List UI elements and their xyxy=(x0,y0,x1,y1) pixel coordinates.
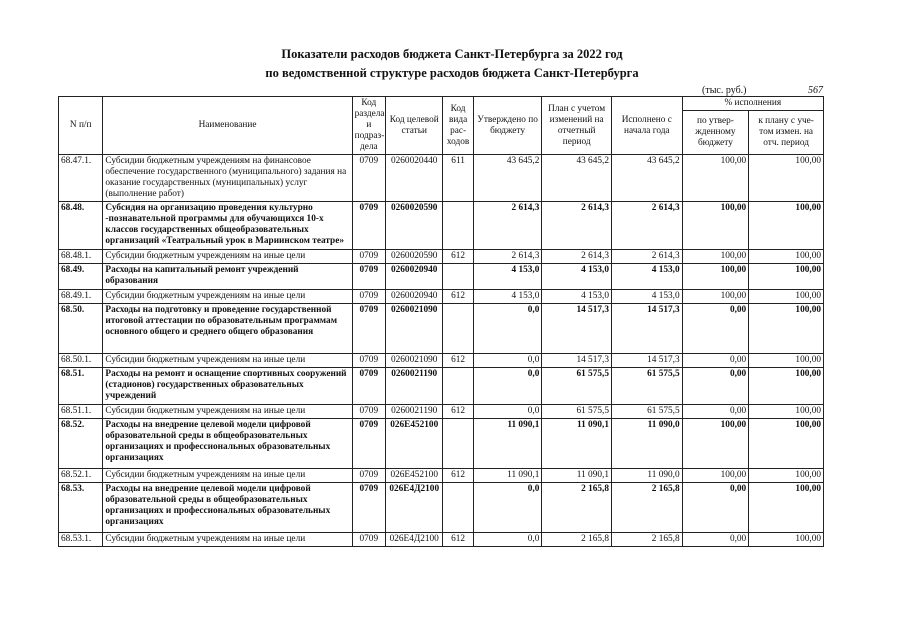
row-pct-budget-cell: 100,00 xyxy=(682,469,749,483)
row-number-cell: 68.50. xyxy=(59,304,103,354)
row-pct-budget-cell: 100,00 xyxy=(682,290,749,304)
col-section-header: Код раздела и подраз-дела xyxy=(352,97,385,155)
row-executed-cell: 61 575,5 xyxy=(611,405,682,419)
col-approved-header: Утверждено по бюджету xyxy=(473,97,542,155)
row-pct-budget-cell: 100,00 xyxy=(682,264,749,290)
row-pct-plan-cell: 100,00 xyxy=(749,264,824,290)
row-pct-budget-cell: 0,00 xyxy=(682,304,749,354)
row-plan-cell: 2 614,3 xyxy=(542,202,612,250)
row-executed-cell: 4 153,0 xyxy=(611,264,682,290)
row-pct-budget-cell: 0,00 xyxy=(682,405,749,419)
row-article-code-cell: 0260020940 xyxy=(385,264,443,290)
row-approved-cell: 0,0 xyxy=(473,304,542,354)
row-kind-code-cell xyxy=(443,483,473,533)
row-kind-code-cell xyxy=(443,368,473,405)
row-section-code-cell: 0709 xyxy=(352,354,385,368)
row-approved-cell: 0,0 xyxy=(473,368,542,405)
row-name-cell: Расходы на ремонт и оснащение спортивных сооружений (стадионов) государственных образовательных учреждений xyxy=(103,368,352,405)
row-number-cell: 68.52. xyxy=(59,419,103,469)
table-row xyxy=(59,290,824,304)
row-article-code-cell: 0260021190 xyxy=(385,405,443,419)
row-executed-cell: 4 153,0 xyxy=(611,290,682,304)
table-row xyxy=(59,483,824,533)
table-row xyxy=(59,264,824,290)
row-executed-cell: 11 090,0 xyxy=(611,419,682,469)
row-name-cell: Расходы на внедрение целевой модели цифровой образовательной среды в общеобразовательных организациях и профессиональных образовательных организациях xyxy=(103,419,352,469)
row-name-cell: Расходы на капитальный ремонт учреждений образования xyxy=(103,264,352,290)
row-pct-plan-cell: 100,00 xyxy=(749,155,824,202)
row-article-code-cell: 026Е452100 xyxy=(385,469,443,483)
row-pct-budget-cell: 0,00 xyxy=(682,354,749,368)
row-executed-cell: 14 517,3 xyxy=(611,354,682,368)
table-row xyxy=(59,304,824,354)
row-approved-cell: 4 153,0 xyxy=(473,290,542,304)
row-kind-code-cell: 611 xyxy=(443,155,473,202)
row-pct-budget-cell: 100,00 xyxy=(682,202,749,250)
row-name-cell: Субсидии бюджетным учреждениям на иные цели xyxy=(103,469,352,483)
document-title: Показатели расходов бюджета Санкт-Петербурга за 2022 год xyxy=(281,47,623,61)
row-approved-cell: 0,0 xyxy=(473,483,542,533)
row-number-cell: 68.49.1. xyxy=(59,290,103,304)
row-section-code-cell: 0709 xyxy=(352,304,385,354)
row-kind-code-cell: 612 xyxy=(443,533,473,547)
units-label: (тыс. руб.) xyxy=(702,85,747,96)
row-pct-plan-cell: 100,00 xyxy=(749,533,824,547)
row-executed-cell: 11 090,0 xyxy=(611,469,682,483)
row-executed-cell: 2 165,8 xyxy=(611,483,682,533)
row-approved-cell: 43 645,2 xyxy=(473,155,542,202)
row-executed-cell: 2 165,8 xyxy=(611,533,682,547)
row-pct-plan-cell: 100,00 xyxy=(749,290,824,304)
row-pct-budget-cell: 0,00 xyxy=(682,483,749,533)
row-kind-code-cell xyxy=(443,202,473,250)
row-name-cell: Субсидии бюджетным учреждениям на иные цели xyxy=(103,405,352,419)
col-name-header: Наименование xyxy=(103,97,352,155)
col-kind-header: Код вида рас-ходов xyxy=(443,97,473,155)
row-section-code-cell: 0709 xyxy=(352,533,385,547)
row-number-cell: 68.51.1. xyxy=(59,405,103,419)
row-approved-cell: 4 153,0 xyxy=(473,264,542,290)
row-executed-cell: 43 645,2 xyxy=(611,155,682,202)
page-number: 567 xyxy=(808,85,823,96)
row-section-code-cell: 0709 xyxy=(352,155,385,202)
row-plan-cell: 4 153,0 xyxy=(542,290,612,304)
row-pct-plan-cell: 100,00 xyxy=(749,405,824,419)
row-approved-cell: 11 090,1 xyxy=(473,419,542,469)
row-section-code-cell: 0709 xyxy=(352,469,385,483)
row-number-cell: 68.48.1. xyxy=(59,250,103,264)
row-number-cell: 68.47.1. xyxy=(59,155,103,202)
table-row xyxy=(59,354,824,368)
row-name-cell: Расходы на внедрение целевой модели цифровой образовательной среды в общеобразовательных организациях и профессиональных образовательных организациях xyxy=(103,483,352,533)
row-plan-cell: 61 575,5 xyxy=(542,368,612,405)
row-plan-cell: 14 517,3 xyxy=(542,354,612,368)
row-pct-plan-cell: 100,00 xyxy=(749,354,824,368)
table-header xyxy=(59,97,824,155)
row-article-code-cell: 0260020440 xyxy=(385,155,443,202)
row-kind-code-cell xyxy=(443,419,473,469)
row-plan-cell: 11 090,1 xyxy=(542,469,612,483)
row-section-code-cell: 0709 xyxy=(352,368,385,405)
col-executed-header: Исполнено с начала года xyxy=(611,97,682,155)
row-name-cell: Субсидии бюджетным учреждениям на финансовое обеспечение государственного (муниципального) задания на оказание государственных (муниципальных) услуг (выполнение работ) xyxy=(103,155,352,202)
row-kind-code-cell: 612 xyxy=(443,290,473,304)
table-row xyxy=(59,533,824,547)
col-pct-plan-header: к плану с уче-том измен. на отч. период xyxy=(749,111,824,155)
row-number-cell: 68.53.1. xyxy=(59,533,103,547)
row-kind-code-cell xyxy=(443,304,473,354)
row-number-cell: 68.51. xyxy=(59,368,103,405)
row-section-code-cell: 0709 xyxy=(352,250,385,264)
row-pct-plan-cell: 100,00 xyxy=(749,483,824,533)
row-article-code-cell: 026Е4Д2100 xyxy=(385,483,443,533)
table-row xyxy=(59,250,824,264)
row-kind-code-cell xyxy=(443,264,473,290)
col-article-header: Код целевой статьи xyxy=(385,97,443,155)
row-plan-cell: 4 153,0 xyxy=(542,264,612,290)
row-section-code-cell: 0709 xyxy=(352,264,385,290)
row-name-cell: Субсидии бюджетным учреждениям на иные цели xyxy=(103,250,352,264)
row-pct-budget-cell: 100,00 xyxy=(682,155,749,202)
document-subtitle: по ведомственной структуре расходов бюджета Санкт-Петербурга xyxy=(265,66,639,80)
table-row xyxy=(59,405,824,419)
table-row xyxy=(59,469,824,483)
row-name-cell: Субсидии бюджетным учреждениям на иные цели xyxy=(103,290,352,304)
row-pct-budget-cell: 0,00 xyxy=(682,368,749,405)
row-name-cell: Субсидии бюджетным учреждениям на иные цели xyxy=(103,533,352,547)
row-plan-cell: 43 645,2 xyxy=(542,155,612,202)
table-row xyxy=(59,368,824,405)
row-pct-plan-cell: 100,00 xyxy=(749,250,824,264)
row-pct-plan-cell: 100,00 xyxy=(749,368,824,405)
row-article-code-cell: 0260021190 xyxy=(385,368,443,405)
col-pct-budget-header: по утвер-жденному бюджету xyxy=(682,111,749,155)
row-plan-cell: 2 165,8 xyxy=(542,483,612,533)
row-article-code-cell: 026Е452100 xyxy=(385,419,443,469)
row-article-code-cell: 0260020940 xyxy=(385,290,443,304)
row-section-code-cell: 0709 xyxy=(352,202,385,250)
row-kind-code-cell: 612 xyxy=(443,405,473,419)
row-approved-cell: 2 614,3 xyxy=(473,250,542,264)
row-section-code-cell: 0709 xyxy=(352,405,385,419)
col-pct-group-header: % исполнения xyxy=(682,97,823,111)
row-article-code-cell: 0260021090 xyxy=(385,354,443,368)
row-number-cell: 68.52.1. xyxy=(59,469,103,483)
row-pct-budget-cell: 100,00 xyxy=(682,419,749,469)
row-approved-cell: 2 614,3 xyxy=(473,202,542,250)
table-body xyxy=(59,155,824,547)
row-executed-cell: 14 517,3 xyxy=(611,304,682,354)
row-approved-cell: 0,0 xyxy=(473,354,542,368)
budget-table xyxy=(58,96,824,547)
row-pct-budget-cell: 0,00 xyxy=(682,533,749,547)
row-pct-plan-cell: 100,00 xyxy=(749,304,824,354)
table-row xyxy=(59,155,824,202)
row-executed-cell: 2 614,3 xyxy=(611,250,682,264)
col-num-header: N п/п xyxy=(59,97,103,155)
row-name-cell: Субсидии бюджетным учреждениям на иные цели xyxy=(103,354,352,368)
table-row xyxy=(59,202,824,250)
row-section-code-cell: 0709 xyxy=(352,419,385,469)
row-plan-cell: 2 614,3 xyxy=(542,250,612,264)
row-plan-cell: 2 165,8 xyxy=(542,533,612,547)
row-pct-budget-cell: 100,00 xyxy=(682,250,749,264)
row-kind-code-cell: 612 xyxy=(443,469,473,483)
row-approved-cell: 0,0 xyxy=(473,405,542,419)
row-pct-plan-cell: 100,00 xyxy=(749,469,824,483)
row-plan-cell: 61 575,5 xyxy=(542,405,612,419)
row-plan-cell: 14 517,3 xyxy=(542,304,612,354)
row-executed-cell: 2 614,3 xyxy=(611,202,682,250)
row-approved-cell: 0,0 xyxy=(473,533,542,547)
row-pct-plan-cell: 100,00 xyxy=(749,419,824,469)
row-plan-cell: 11 090,1 xyxy=(542,419,612,469)
row-number-cell: 68.48. xyxy=(59,202,103,250)
row-number-cell: 68.50.1. xyxy=(59,354,103,368)
row-approved-cell: 11 090,1 xyxy=(473,469,542,483)
row-kind-code-cell: 612 xyxy=(443,250,473,264)
row-article-code-cell: 0260020590 xyxy=(385,202,443,250)
row-article-code-cell: 0260020590 xyxy=(385,250,443,264)
row-article-code-cell: 026Е4Д2100 xyxy=(385,533,443,547)
row-name-cell: Расходы на подготовку и проведение государственной итоговой аттестации по образовательным программам основного общего и среднего общего образования xyxy=(103,304,352,354)
row-section-code-cell: 0709 xyxy=(352,290,385,304)
row-number-cell: 68.53. xyxy=(59,483,103,533)
row-section-code-cell: 0709 xyxy=(352,483,385,533)
table-row xyxy=(59,419,824,469)
row-number-cell: 68.49. xyxy=(59,264,103,290)
row-kind-code-cell: 612 xyxy=(443,354,473,368)
row-executed-cell: 61 575,5 xyxy=(611,368,682,405)
row-pct-plan-cell: 100,00 xyxy=(749,202,824,250)
row-article-code-cell: 0260021090 xyxy=(385,304,443,354)
row-name-cell: Субсидия на организацию проведения культурно -познавательной программы для обучающихся 10-х классов государственных общеобразовательных организаций «Театральный урок в Мариинском театре» xyxy=(103,202,352,250)
col-plan-header: План с учетом изменений на отчетный период xyxy=(542,97,612,155)
